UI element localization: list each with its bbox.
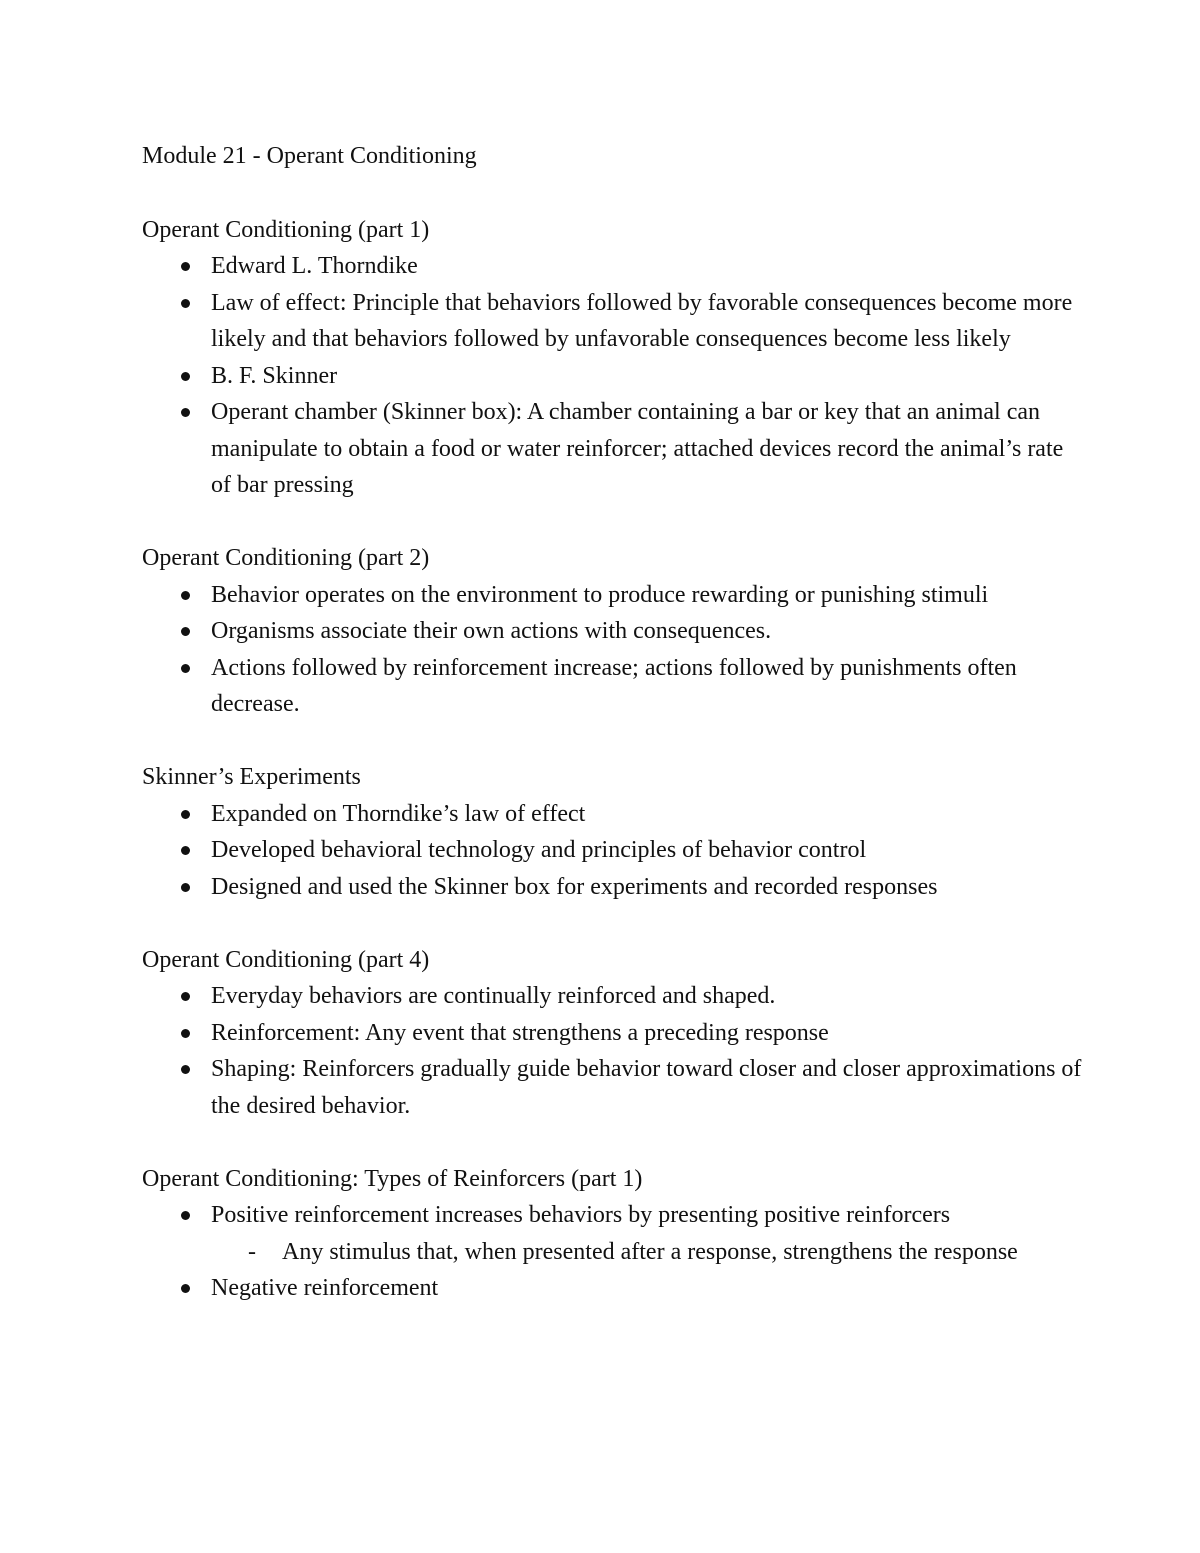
list-item: Negative reinforcement (211, 1270, 1082, 1307)
list-item: Behavior operates on the environment to produce rewarding or punishing stimuli (211, 577, 1082, 614)
list-item: Organisms associate their own actions with consequences. (211, 613, 1082, 650)
bullet-list (142, 248, 1082, 504)
bullet-list (142, 577, 1082, 723)
sub-list-item: - Any stimulus that, when presented after a response, strengthens the response (282, 1234, 1082, 1271)
list-item: Edward L. Thorndike (211, 248, 1082, 285)
section-heading: Skinner’s Experiments (142, 764, 361, 790)
section-operant-part-1 (142, 212, 1082, 504)
list-item: Designed and used the Skinner box for experiments and recorded responses (211, 869, 1082, 906)
bullet-list (142, 978, 1082, 1124)
list-item: Developed behavioral technology and principles of behavior control (211, 832, 1082, 869)
section-heading: Operant Conditioning (part 4) (142, 946, 430, 973)
list-item: Operant chamber (Skinner box): A chamber containing a bar or key that an animal can manipulate to obtain a food or water reinforcer; attached devices record the animal’s rate of bar pressing (211, 394, 1082, 504)
list-item (211, 1197, 1082, 1270)
document-title: Module 21 - Operant Conditioning (142, 143, 477, 169)
list-item: Shaping: Reinforcers gradually guide behavior toward closer and closer approximations of the desired behavior. (211, 1051, 1082, 1124)
section-skinners-experiments (142, 759, 1082, 905)
bullet-list (142, 796, 1082, 906)
section-heading: Operant Conditioning (part 1) (142, 216, 430, 243)
list-item: Reinforcement: Any event that strengthens a preceding response (211, 1015, 1082, 1052)
list-item: Law of effect: Principle that behaviors followed by favorable consequences become more likely and that behaviors followed by unfavorable consequences become less likely (211, 285, 1082, 358)
list-item: Everyday behaviors are continually reinforced and shaped. (211, 978, 1082, 1015)
section-heading: Operant Conditioning (part 2) (142, 545, 430, 571)
list-item-text: Positive reinforcement increases behaviors by presenting positive reinforcers (211, 1202, 951, 1228)
document-page (142, 138, 1082, 1343)
section-operant-part-2 (142, 540, 1082, 723)
bullet-list (142, 1197, 1082, 1307)
section-heading: Operant Conditioning: Types of Reinforcers (part 1) (142, 1165, 643, 1192)
list-item: B. F. Skinner (211, 358, 1082, 395)
section-types-of-reinforcers (142, 1161, 1082, 1307)
sub-list (211, 1234, 1082, 1271)
list-item: Expanded on Thorndike’s law of effect (211, 796, 1082, 833)
list-item: Actions followed by reinforcement increase; actions followed by punishments often decrease. (211, 650, 1082, 723)
section-operant-part-4 (142, 942, 1082, 1125)
